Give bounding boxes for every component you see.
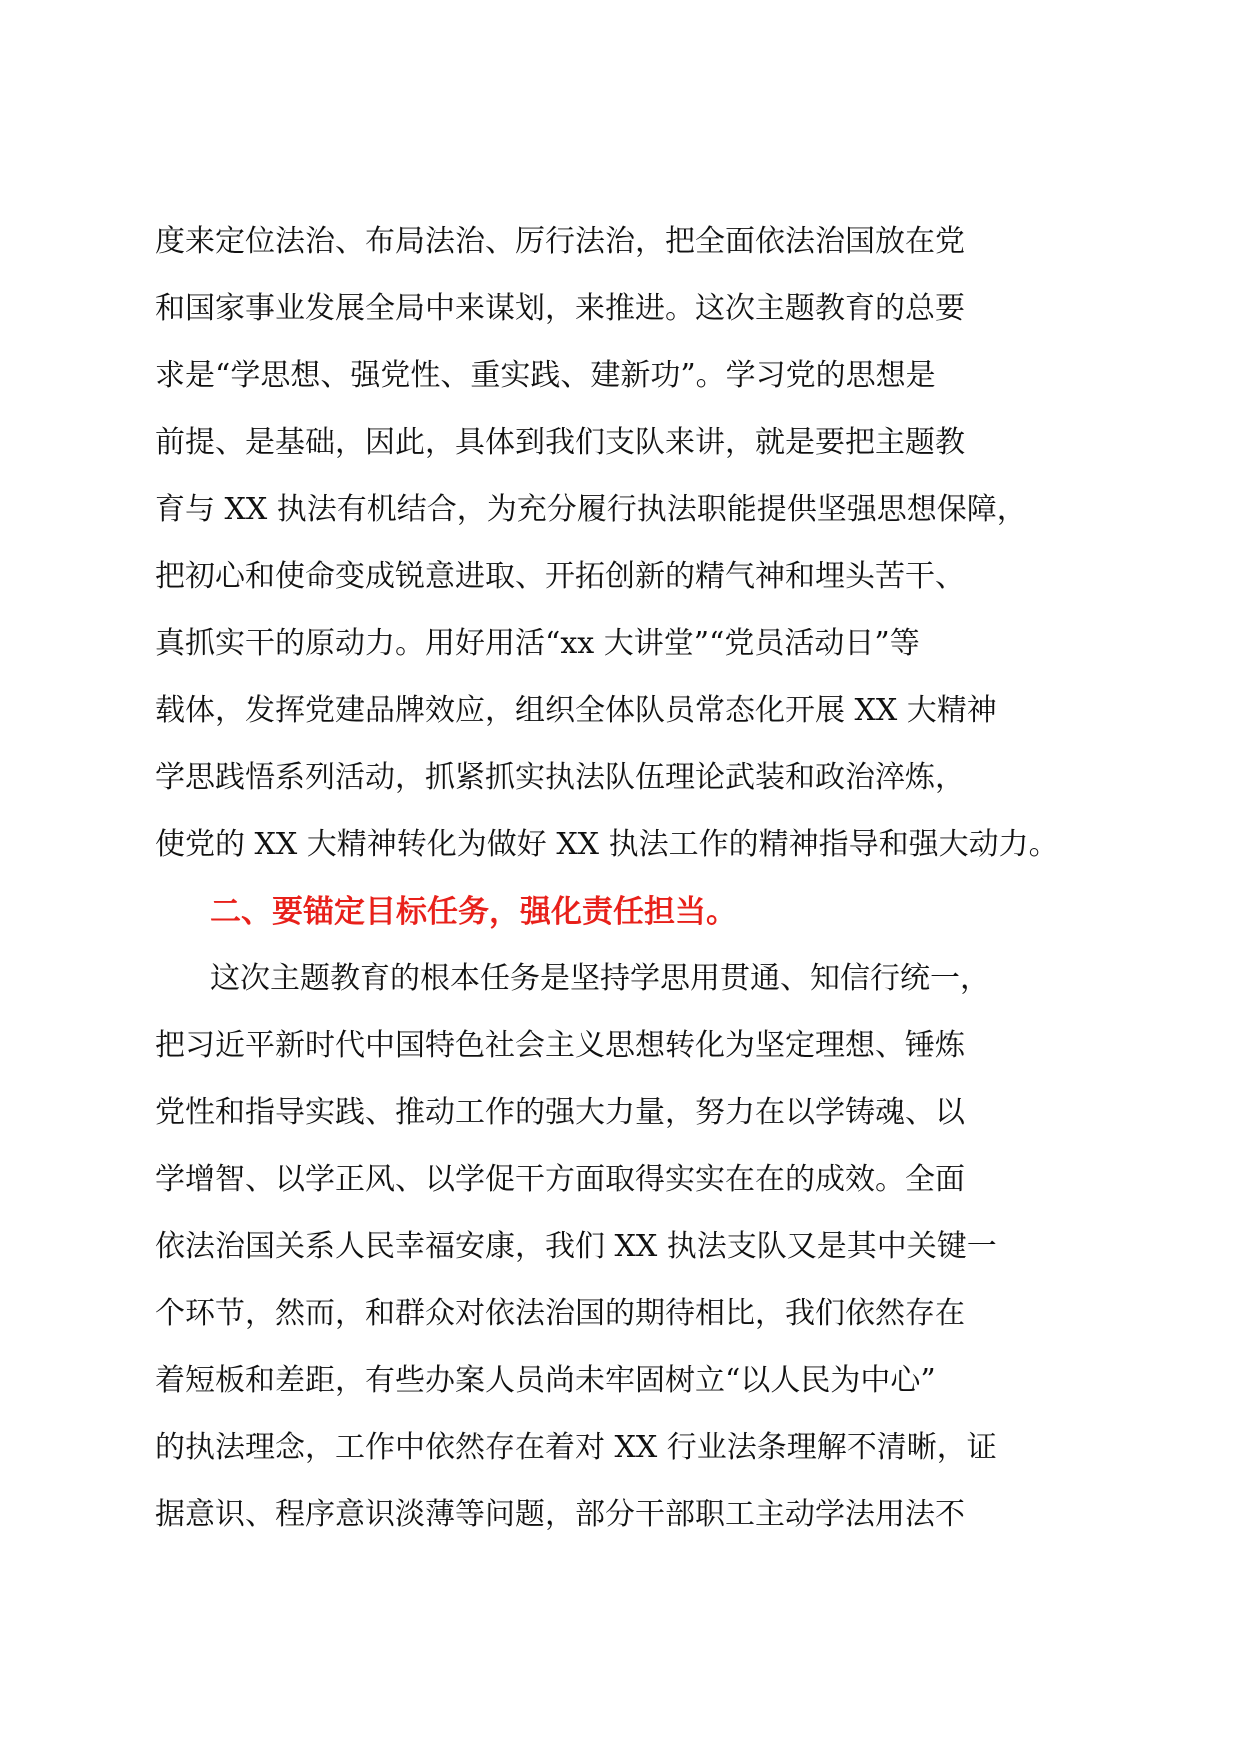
paragraph1-line: 育与 XX 执法有机结合，为充分履行执法职能提供坚强思想保障， bbox=[155, 492, 1027, 527]
paragraph2-line: 着短板和差距，有些办案人员尚未牢固树立“以人民为中心” bbox=[155, 1363, 936, 1398]
paragraph2-line: 的执法理念，工作中依然存在着对 XX 行业法条理解不清晰，证 bbox=[155, 1430, 997, 1465]
paragraph2-line: 依法治国关系人民幸福安康，我们 XX 执法支队又是其中关键一 bbox=[155, 1229, 997, 1264]
paragraph1-line: 求是“学思想、强党性、重实践、建新功”。学习党的思想是 bbox=[155, 358, 936, 393]
paragraph2-line: 党性和指导实践、推动工作的强大力量，努力在以学铸魂、以 bbox=[155, 1095, 965, 1130]
paragraph1-line: 把初心和使命变成锐意进取、开拓创新的精气神和埋头苦干、 bbox=[155, 559, 965, 594]
paragraph1-line: 使党的 XX 大精神转化为做好 XX 执法工作的精神指导和强大动力。 bbox=[155, 827, 1059, 862]
paragraph2-line: 把习近平新时代中国特色社会主义思想转化为坚定理想、锤炼 bbox=[155, 1028, 965, 1063]
paragraph1-line: 载体，发挥党建品牌效应，组织全体队员常态化开展 XX 大精神 bbox=[155, 693, 997, 728]
paragraph1-line: 和国家事业发展全局中来谋划，来推进。这次主题教育的总要 bbox=[155, 291, 965, 326]
paragraph2-line: 据意识、程序意识淡薄等问题，部分干部职工主动学法用法不 bbox=[155, 1497, 965, 1532]
paragraph1-line: 度来定位法治、布局法治、厉行法治，把全面依法治国放在党 bbox=[155, 224, 965, 259]
paragraph1-line: 真抓实干的原动力。用好用活“xx 大讲堂”“党员活动日”等 bbox=[155, 626, 920, 661]
paragraph2-line: 这次主题教育的根本任务是坚持学思用贯通、知信行统一， bbox=[210, 961, 990, 996]
section-heading: 二、要锚定目标任务，强化责任担当。 bbox=[210, 894, 737, 930]
paragraph2-line: 个环节，然而，和群众对依法治国的期待相比，我们依然存在 bbox=[155, 1296, 965, 1331]
paragraph1-line: 学思践悟系列活动，抓紧抓实执法队伍理论武装和政治淬炼， bbox=[155, 760, 965, 795]
paragraph2-line: 学增智、以学正风、以学促干方面取得实实在在的成效。全面 bbox=[155, 1162, 965, 1197]
paragraph1-line: 前提、是基础，因此，具体到我们支队来讲，就是要把主题教 bbox=[155, 425, 965, 460]
